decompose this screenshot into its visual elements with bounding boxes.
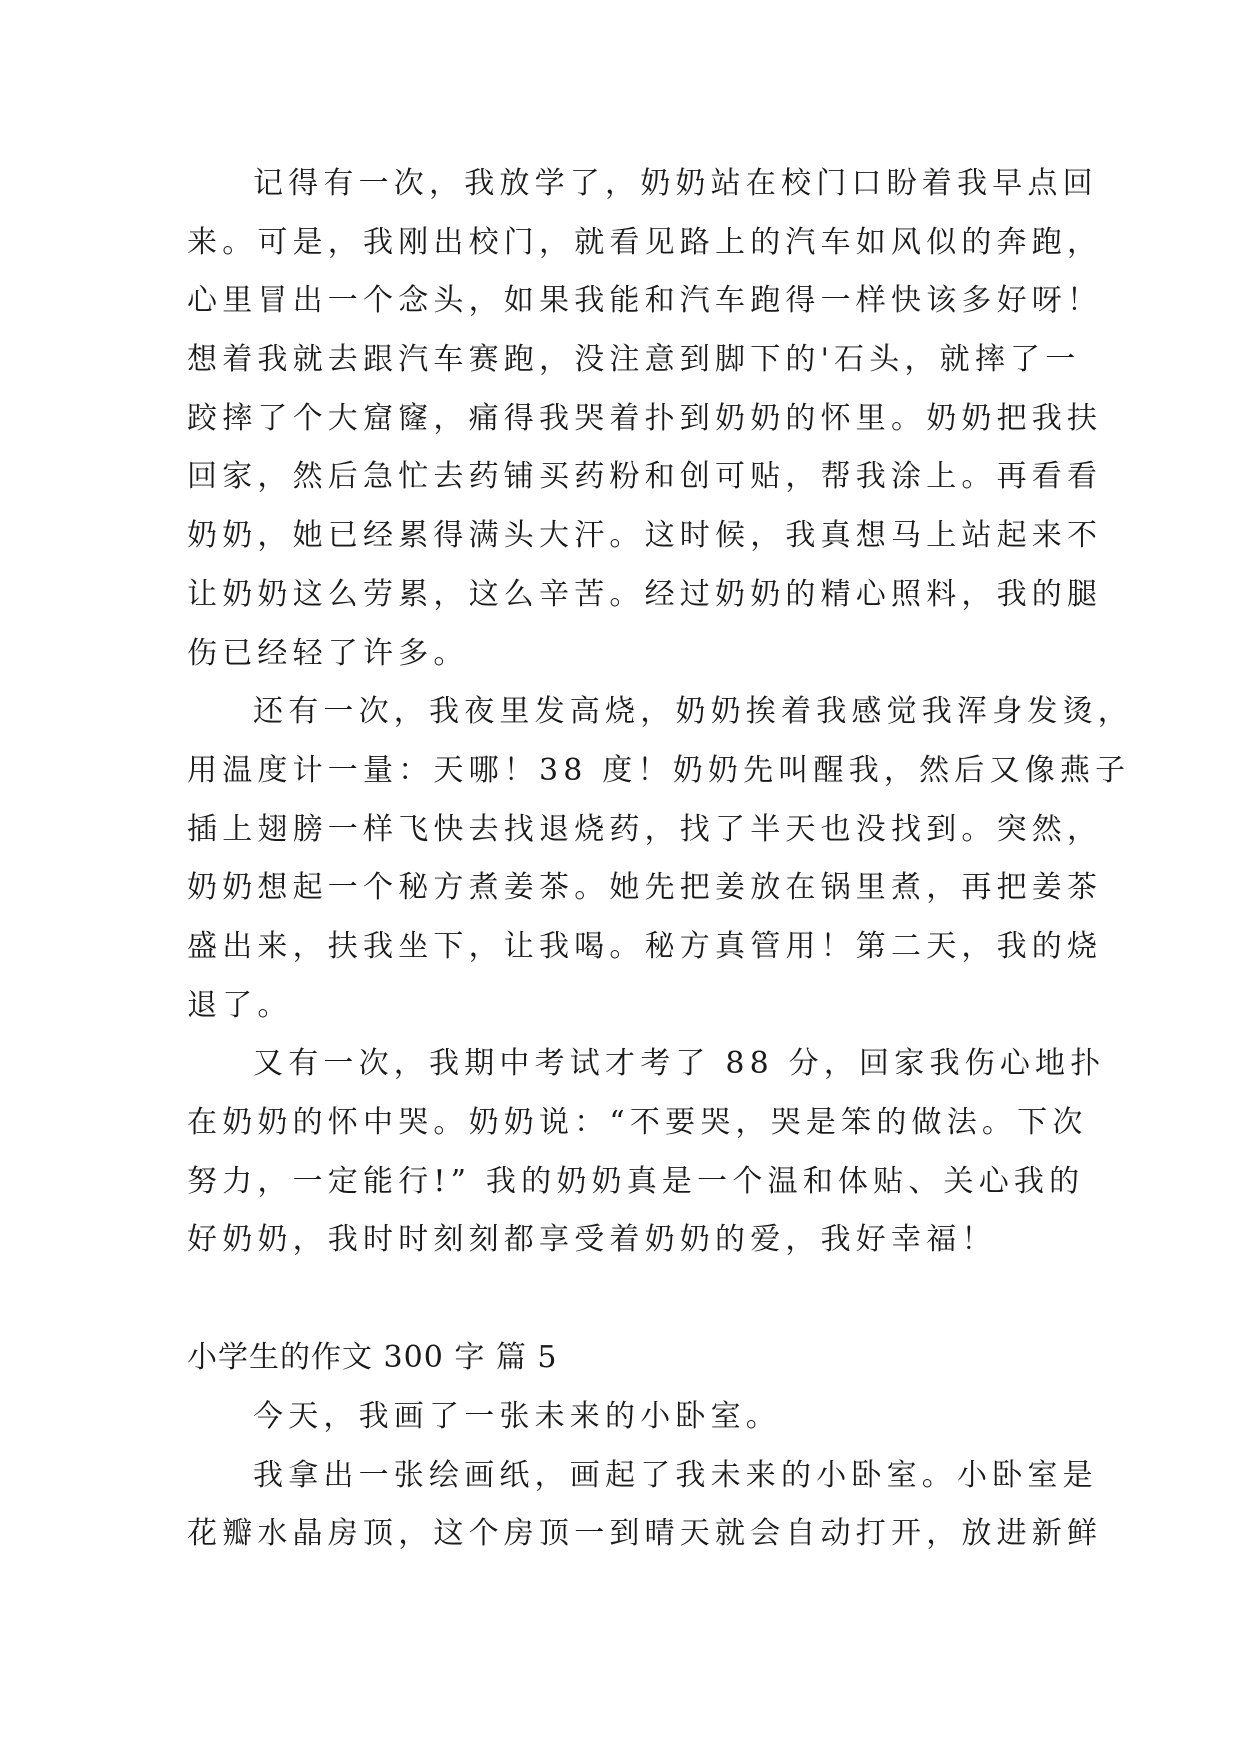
document-body [187,155,1133,1564]
text-line: 让奶奶这么劳累，这么辛苦。经过奶奶的精心照料，我的腿 [187,576,1103,612]
paragraph-5 [187,1447,1103,1564]
text-line: 奶奶想起一个秘方煮姜茶。她先把姜放在锅里煮，再把姜茶 [187,870,1103,906]
text-line: 来。可是，我刚出校门，就看见路上的汽车如风似的奔跑， [187,224,1103,260]
text-line: 用温度计一量：天哪！38 度！奶奶先叫醒我，然后又像燕子 [187,752,1131,788]
text-line: 还有一次，我夜里发高烧，奶奶挨着我感觉我浑身发烫， [253,694,1133,730]
paragraph-3 [187,1035,1106,1270]
text-line: 跤摔了个大窟窿，痛得我哭着扑到奶奶的怀里。奶奶把我扶 [187,400,1103,436]
text-line: 回家，然后急忙去药铺买药粉和创可贴，帮我涂上。再看看 [187,459,1103,495]
text-line: 盛出来，扶我坐下，让我喝。秘方真管用！第二天，我的烧 [187,928,1103,964]
text-line: 退了。 [187,987,293,1023]
text-line: 奶奶，她已经累得满头大汗。这时候，我真想马上站起来不 [187,518,1103,554]
text-line: 努力，一定能行!” 我的奶奶真是一个温和体贴、关心我的 [187,1163,1085,1199]
paragraph-2 [187,683,1133,1035]
text-line: 心里冒出一个念头，如果我能和汽车跑得一样快该多好呀！ [187,283,1103,319]
text-line: 在奶奶的怀中哭。奶奶说：“不要哭，哭是笨的做法。下次 [187,1105,1088,1140]
text-line: 记得有一次，我放学了，奶奶站在校门口盼着我早点回 [253,166,1098,201]
text-line: 伤已经轻了许多。 [187,635,469,671]
text-line: 花瓣水晶房顶，这个房顶一到晴天就会自动打开，放进新鲜 [187,1516,1103,1552]
paragraph-1 [187,155,1103,683]
section-heading: 小学生的作文 300 字 篇 5 [187,1340,558,1376]
text-line: 我拿出一张绘画纸，画起了我未来的小卧室。小卧室是 [253,1457,1098,1493]
text-line: 插上翅膀一样飞快去找退烧药，找了半天也没找到。突然， [187,811,1103,847]
section-spacer [187,1270,1053,1328]
text-line: 今天，我画了一张未来的小卧室。 [253,1399,781,1435]
text-line: 又有一次，我期中考试才考了 88 分，回家我伤心地扑 [253,1046,1106,1082]
text-line: 好奶奶，我时时刻刻都享受着奶奶的爱，我好幸福！ [187,1222,997,1258]
text-line: 想着我就去跟汽车赛跑，没注意到脚下的'石头，就摔了一 [187,342,1081,378]
paragraph-4 [187,1388,1053,1447]
